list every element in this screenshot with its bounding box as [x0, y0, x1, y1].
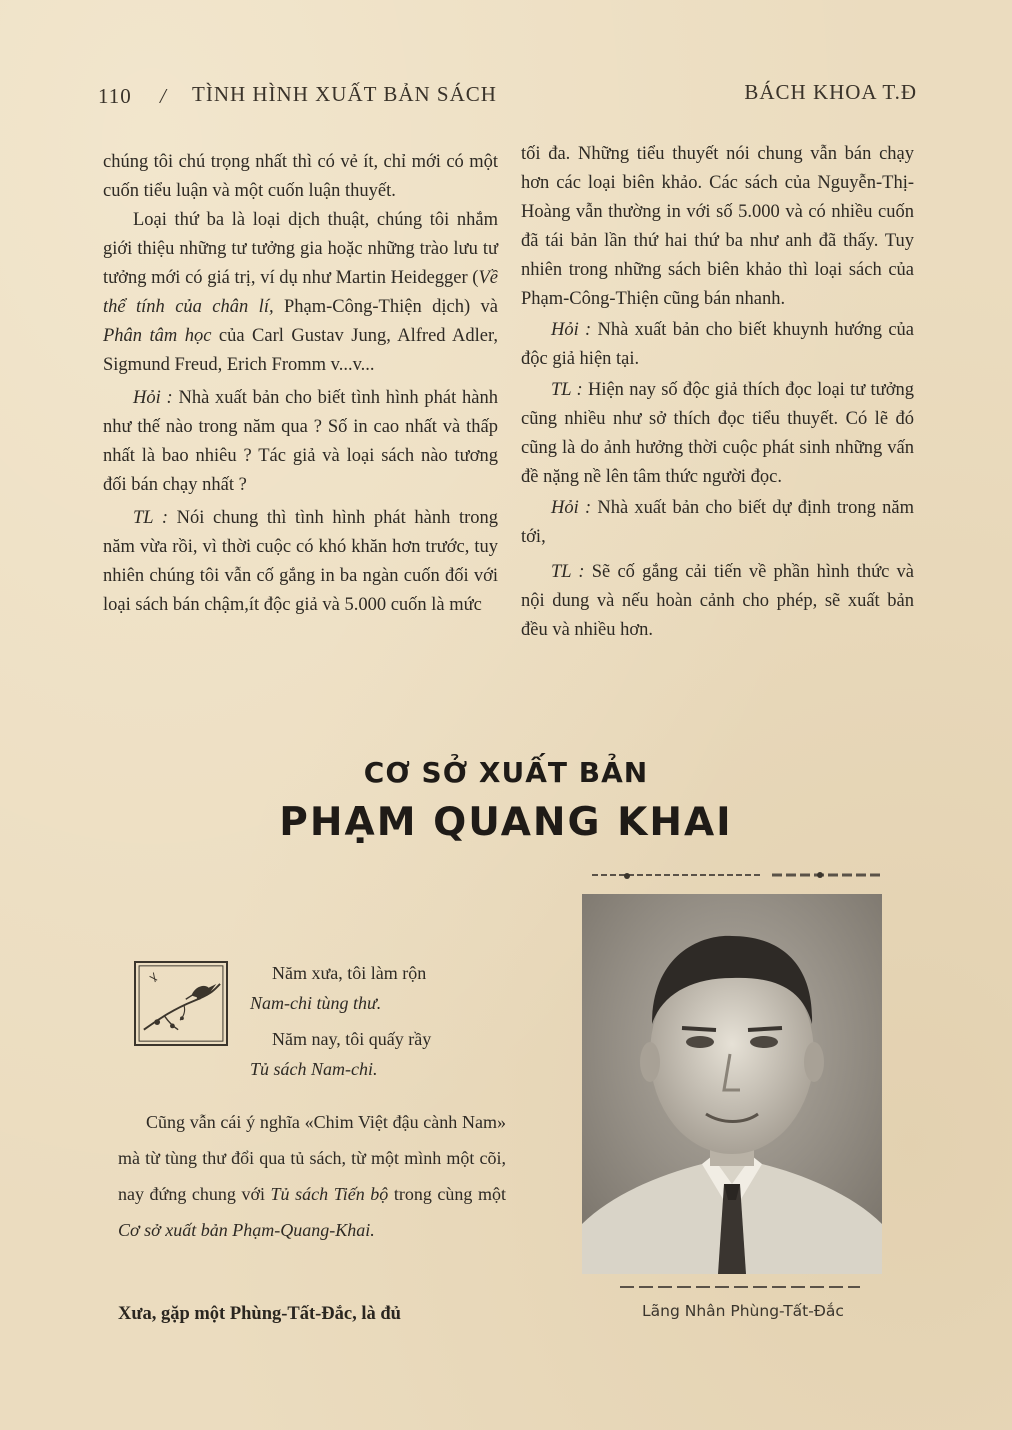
answer-text: Hiện nay số độc giả thích đọc loại tư tưởng cũng nhiều như sở thích đọc tiểu thuyết. Có lẽ đó cũng là do ảnh hưởng thời cuộc phát sinh những vấn đề nặng nề lên tâm thức người đọc. — [521, 380, 914, 487]
answer — [521, 558, 914, 645]
answer-label: TL : — [133, 508, 169, 528]
right-column — [521, 140, 914, 645]
poem-line — [250, 1054, 525, 1084]
header-separator: / — [160, 84, 167, 108]
text: trong cùng một — [388, 1184, 506, 1204]
question-text: Nhà xuất bản cho biết tình hình phát hành như thế nào trong năm qua ? Số in cao nhất và thấp nhất là bao nhiêu ? Tác giả và loại sách nào tương đối bán chạy nhất ? — [103, 388, 498, 495]
paragraph: chúng tôi chú trọng nhất thì có vẻ ít, chỉ mới có một cuốn tiểu luận và một cuốn luận thuyết. — [103, 152, 498, 201]
question-text: Nhà xuất bản cho biết khuynh hướng của độc giả hiện tại. — [521, 320, 914, 369]
answer — [103, 504, 498, 620]
magazine-name: BÁCH KHOA T.Đ — [744, 80, 917, 104]
publisher-name: Cơ sở xuất bản Phạm-Quang-Khai. — [118, 1220, 375, 1240]
ad-title-line2: PHẠM QUANG KHAI — [279, 800, 733, 845]
paragraph: tối đa. Những tiểu thuyết nói chung vẫn bán chạy hơn các loại biên khảo. Các sách của Nguyễn-Thị-Hoàng vẫn thường in với số 5.000 và có nhiều cuốn đã tái bản lần thứ hai thứ ba như anh đã thấy. Tuy nhiên trong những sách biên khảo thì loại sách của Phạm-Công-Thiện cũng bán nhanh. — [521, 144, 914, 309]
book-series-title: Tủ sách Tiến bộ — [270, 1184, 389, 1204]
paragraph — [103, 206, 498, 380]
question-label: Hỏi : — [551, 498, 592, 518]
photo-caption: Lãng Nhân Phùng-Tất-Đắc — [642, 1302, 844, 1320]
poem-line — [250, 988, 525, 1018]
question-text: Nhà xuất bản cho biết dự định trong năm tới, — [521, 498, 914, 547]
question — [521, 494, 914, 552]
paragraph — [118, 1104, 506, 1248]
portrait-image — [582, 894, 882, 1274]
question — [103, 384, 498, 500]
answer — [521, 376, 914, 492]
left-column — [103, 148, 498, 620]
poem-line: Năm nay, tôi quấy rầy — [272, 1029, 432, 1049]
ad-poem — [250, 958, 525, 1084]
ad-title-line1: CƠ SỞ XUẤT BẢN — [363, 756, 649, 789]
book-title: Phân tâm học — [103, 326, 212, 346]
question-label: Hỏi : — [551, 320, 592, 340]
question-label: Hỏi : — [133, 388, 173, 408]
bird-on-branch-emblem — [134, 961, 228, 1046]
photo-border-decoration — [582, 868, 922, 882]
answer-text: Nói chung thì tình hình phát hành trong năm vừa rồi, vì thời cuộc có khó khăn hơn trước, tuy nhiên chúng tôi vẫn cố gắng in ba ngàn cuốn đối với loại sách bán chậm,ít độc giả và 5.000 cuốn là mức — [103, 508, 498, 615]
photo-border-decoration — [600, 1283, 878, 1291]
bird-branch-icon — [136, 963, 226, 1044]
page-number: 110 — [98, 84, 132, 108]
ad-final-line: Xưa, gặp một Phùng-Tất-Đắc, là đủ — [118, 1304, 401, 1324]
answer-label: TL : — [551, 562, 585, 582]
book-title: Về thể tính của chân lí, — [103, 268, 498, 317]
running-header — [98, 80, 917, 110]
text: Cũng vẫn cái ý nghĩa «Chim Việt đậu cành Nam» mà từ tùng thư đổi qua tủ sách, từ một mình một cõi, nay đứng chung với — [118, 1112, 506, 1204]
poem-line: Năm xưa, tôi làm rộn — [272, 963, 427, 983]
question — [521, 316, 914, 374]
portrait-photo — [582, 894, 882, 1274]
text: của Carl Gustav Jung, Alfred Adler, Sigmund Freud, Erich Fromm v...v... — [103, 326, 498, 375]
ad-body — [118, 1104, 506, 1248]
section-title: TÌNH HÌNH XUẤT BẢN SÁCH — [192, 82, 497, 106]
answer-text: Sẽ cố gắng cải tiến về phần hình thức và nội dung và nếu hoàn cảnh cho phép, sẽ xuất bản đều và nhiều hơn. — [521, 562, 914, 640]
text: Loại thứ ba là loại dịch thuật, chúng tôi nhắm giới thiệu những tư tưởng gia hoặc những trào lưu tư tưởng mới có giá trị, ví dụ như Martin Heidegger ( — [103, 210, 498, 288]
poem-line-text: Nam-chi tùng thư. — [250, 993, 382, 1013]
text: Phạm-Công-Thiện dịch) và — [273, 297, 498, 317]
poem-line-text: Tủ sách Nam-chi. — [250, 1059, 378, 1079]
answer-label: TL : — [551, 380, 583, 400]
